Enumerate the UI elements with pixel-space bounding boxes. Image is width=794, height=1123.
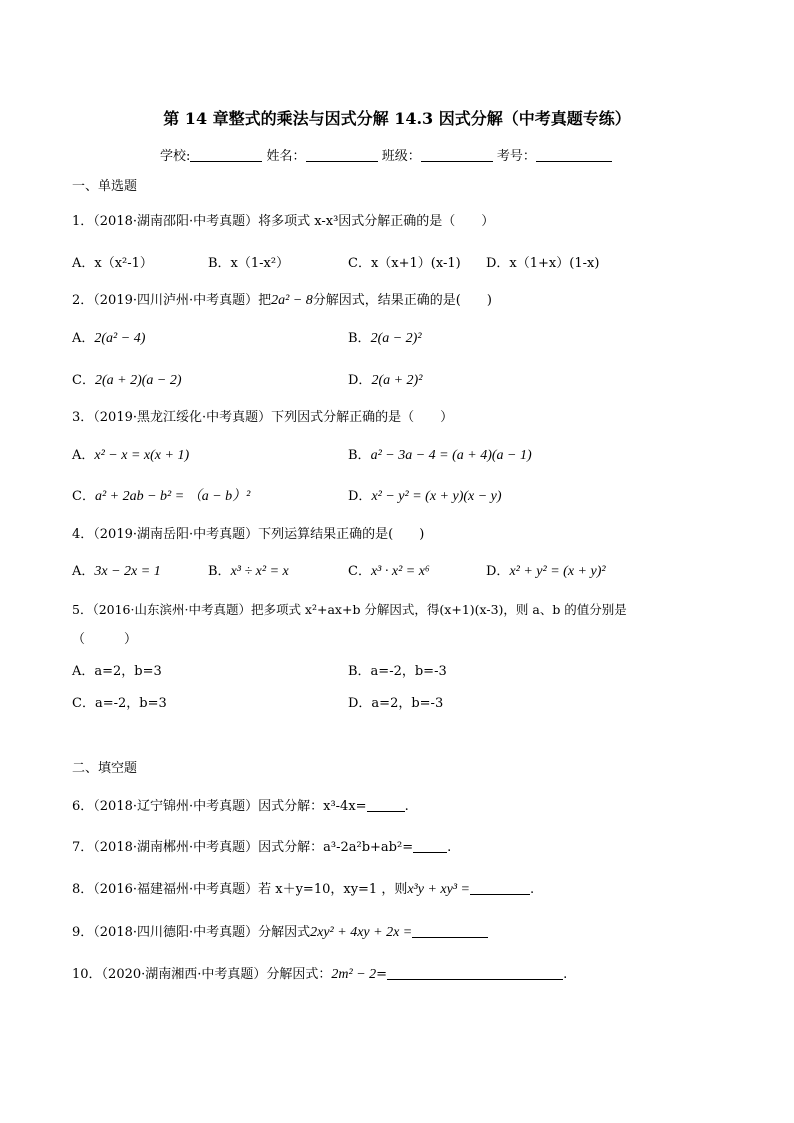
q1-option-b[interactable]: B．x（1-x²） <box>208 256 290 271</box>
exam-no-label: 考号： <box>496 149 536 164</box>
option-formula: x³ ÷ x² = x <box>230 564 289 579</box>
option-formula: a² − 3a − 4 = (a + 4)(a − 1) <box>370 448 532 463</box>
option-letter: A． <box>72 331 95 346</box>
q3-option-b[interactable] <box>348 447 532 465</box>
q5-option-c[interactable]: C．a=-2，b=3 <box>72 696 167 711</box>
q2-option-d[interactable] <box>348 372 422 390</box>
q2-stem-text-end: 分解因式，结果正确的是( ) <box>312 293 492 308</box>
q9-stem: 9．（2018·四川德阳·中考真题）分解因式 <box>72 925 311 940</box>
question-4-stem: 4．（2019·湖南岳阳·中考真题）下列运算结果正确的是( ) <box>72 527 425 542</box>
section-heading-fill-in: 二、填空题 <box>72 761 138 776</box>
option-formula: x³ · x² = x⁶ <box>370 564 430 579</box>
option-letter: C． <box>72 489 95 504</box>
q6-answer-blank[interactable] <box>367 797 405 812</box>
q6-period: . <box>404 799 409 814</box>
section-heading-single-choice: 一、单选题 <box>72 179 138 194</box>
q9-formula: 2xy² + 4xy + 2x = <box>310 925 413 940</box>
option-formula: x² + y² = (x + y)² <box>509 564 606 579</box>
q10-answer-blank[interactable] <box>387 965 563 980</box>
school-field[interactable] <box>190 147 262 162</box>
q2-option-c[interactable] <box>72 372 182 390</box>
question-2-stem <box>72 292 492 310</box>
school-label: 学校: <box>160 149 191 164</box>
q10-equals: = <box>376 967 388 982</box>
option-letter: A． <box>72 564 95 579</box>
q2-option-a[interactable] <box>72 330 145 348</box>
option-letter: D． <box>486 564 510 579</box>
q10-period: . <box>563 967 568 982</box>
q3-option-a[interactable] <box>72 447 189 465</box>
q4-option-c[interactable] <box>348 563 430 581</box>
q4-option-d[interactable] <box>486 563 606 581</box>
q9-answer-blank[interactable] <box>412 923 488 938</box>
question-1-stem: 1．（2018·湖南邵阳·中考真题）将多项式 x-x³因式分解正确的是（ ） <box>72 214 495 229</box>
q8-period: . <box>530 882 535 897</box>
option-letter: B． <box>208 564 231 579</box>
q6-stem: 6．（2018·辽宁锦州·中考真题）因式分解：x³-4x= <box>72 799 367 814</box>
q4-option-b[interactable] <box>208 563 289 581</box>
option-letter: D． <box>348 489 372 504</box>
q1-option-c[interactable]: C．x（x+1）(x-1) <box>348 256 461 271</box>
q7-period: . <box>447 840 452 855</box>
question-5-stem: 5．（2016·山东滨州·中考真题）把多项式 x²+ax+b 分解因式，得(x+1)(x-3)，则 a、b 的值分别是 <box>72 602 627 617</box>
q2-stem-text: 2．（2019·四川泸州·中考真题）把 <box>72 293 272 308</box>
question-5-stem-bracket: （ ） <box>72 632 138 647</box>
option-letter: B． <box>348 448 371 463</box>
q4-option-a[interactable] <box>72 563 161 581</box>
question-9 <box>72 923 488 942</box>
option-formula: 3x − 2x = 1 <box>94 564 161 579</box>
option-formula: x² − y² = (x + y)(x − y) <box>371 489 502 504</box>
class-label: 班级： <box>381 149 421 164</box>
exam-no-field[interactable] <box>536 147 612 162</box>
option-formula: a² + 2ab − b² = （a − b）² <box>94 489 251 504</box>
q1-option-a[interactable]: A．x（x²-1） <box>72 256 153 271</box>
option-letter: C． <box>348 564 371 579</box>
q2-option-b[interactable] <box>348 330 422 348</box>
question-10 <box>72 965 567 984</box>
page-title: 第 14 章整式的乘法与因式分解 14.3 因式分解（中考真题专练） <box>163 109 631 128</box>
option-formula: 2(a + 2)² <box>371 373 423 388</box>
question-7 <box>72 838 451 857</box>
option-formula: x² − x = x(x + 1) <box>94 448 190 463</box>
q8-stem: 8．（2016·福建福州·中考真题）若 x＋y=10，xy=1 ，则 <box>72 882 408 897</box>
question-3-stem: 3．（2019·黑龙江绥化·中考真题）下列因式分解正确的是（ ） <box>72 410 454 425</box>
q10-formula: 2m² − 2 <box>331 967 377 982</box>
q5-option-b[interactable]: B．a=-2，b=-3 <box>348 664 447 679</box>
q3-option-d[interactable] <box>348 488 502 506</box>
q2-stem-formula: 2a² − 8 <box>271 293 313 308</box>
option-letter: D． <box>348 373 372 388</box>
q8-answer-blank[interactable] <box>470 880 530 895</box>
question-6 <box>72 797 409 816</box>
q7-answer-blank[interactable] <box>413 838 447 853</box>
option-formula: 2(a − 2)² <box>370 331 422 346</box>
option-formula: 2(a² − 4) <box>94 331 146 346</box>
q8-formula: x³y + xy³ = <box>407 882 470 897</box>
name-label: 姓名： <box>266 149 306 164</box>
option-letter: A． <box>72 448 95 463</box>
student-info-row <box>160 145 612 164</box>
option-letter: C． <box>72 373 95 388</box>
q5-option-d[interactable]: D．a=2，b=-3 <box>348 696 444 711</box>
q1-option-d[interactable]: D．x（1+x）(1-x) <box>486 256 600 271</box>
class-field[interactable] <box>421 147 493 162</box>
name-field[interactable] <box>306 147 378 162</box>
question-8 <box>72 880 534 899</box>
q5-option-a[interactable]: A．a=2，b=3 <box>72 664 162 679</box>
q7-stem: 7．（2018·湖南郴州·中考真题）因式分解：a³-2a²b+ab²= <box>72 840 414 855</box>
q3-option-c[interactable] <box>72 488 250 506</box>
option-letter: B． <box>348 331 371 346</box>
q10-stem: 10．（2020·湖南湘西·中考真题）分解因式： <box>72 967 332 982</box>
option-formula: 2(a + 2)(a − 2) <box>94 373 182 388</box>
